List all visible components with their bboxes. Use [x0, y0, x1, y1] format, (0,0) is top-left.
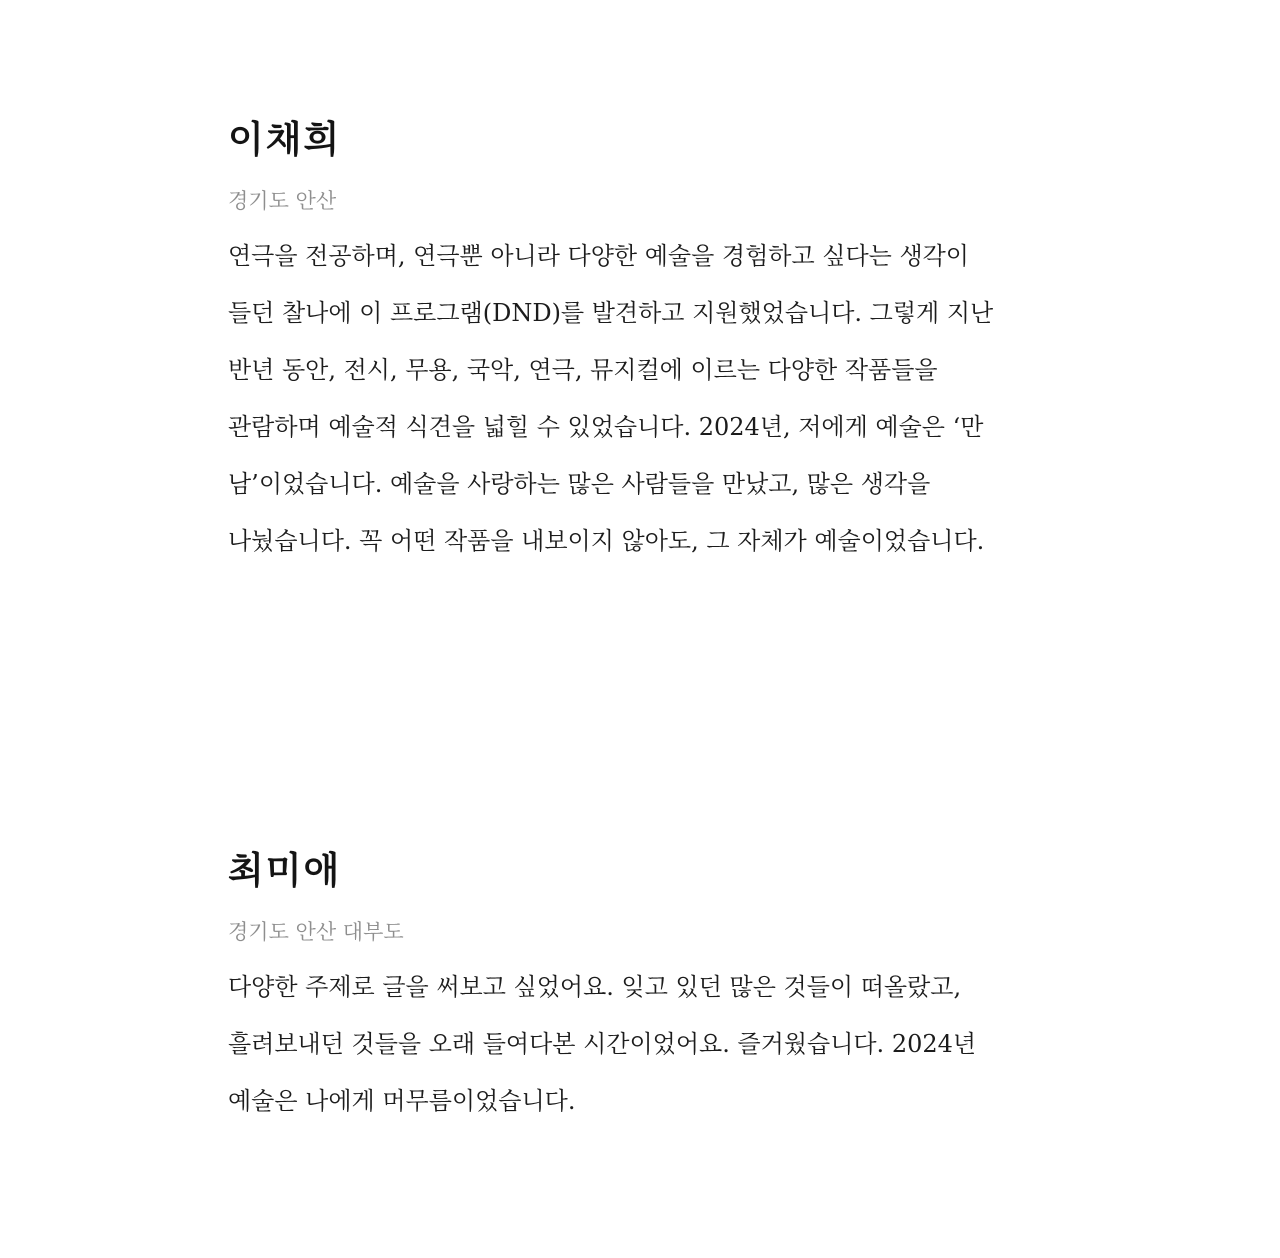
profile-section-lee-chaehee	[228, 112, 1028, 570]
bio-line: 다양한 주제로 글을 써보고 싶었어요. 잊고 있던 많은 것들이 떠올랐고,	[228, 973, 962, 1001]
bio-line: 연극을 전공하며, 연극뿐 아니라 다양한 예술을 경험하고 싶다는 생각이	[228, 242, 969, 270]
profile-name: 최미애	[228, 848, 342, 892]
bio-line: 들던 찰나에 이 프로그램(DND)를 발견하고 지원했었습니다. 그렇게 지난	[228, 299, 994, 327]
bio-line: 관람하며 예술적 식견을 넓힐 수 있었습니다. 2024년, 저에게 예술은 ‘만	[228, 413, 984, 441]
bio-line: 남’이었습니다. 예술을 사랑하는 많은 사람들을 만났고, 많은 생각을	[228, 470, 931, 498]
profile-name: 이채희	[228, 117, 342, 161]
bio-line: 예술은 나에게 머무름이었습니다.	[228, 1087, 576, 1115]
bio-line: 흘려보내던 것들을 오래 들여다본 시간이었어요. 즐거웠습니다. 2024년	[228, 1030, 977, 1058]
bio-line: 나눴습니다. 꼭 어떤 작품을 내보이지 않아도, 그 자체가 예술이었습니다.	[228, 527, 985, 555]
profile-bio	[228, 228, 1028, 570]
bio-line: 반년 동안, 전시, 무용, 국악, 연극, 뮤지컬에 이르는 다양한 작품들을	[228, 356, 938, 384]
profile-bio	[228, 959, 1028, 1130]
profile-section-choi-miae	[228, 843, 1028, 1130]
profile-location: 경기도 안산	[228, 189, 337, 213]
profile-location: 경기도 안산 대부도	[228, 920, 404, 944]
